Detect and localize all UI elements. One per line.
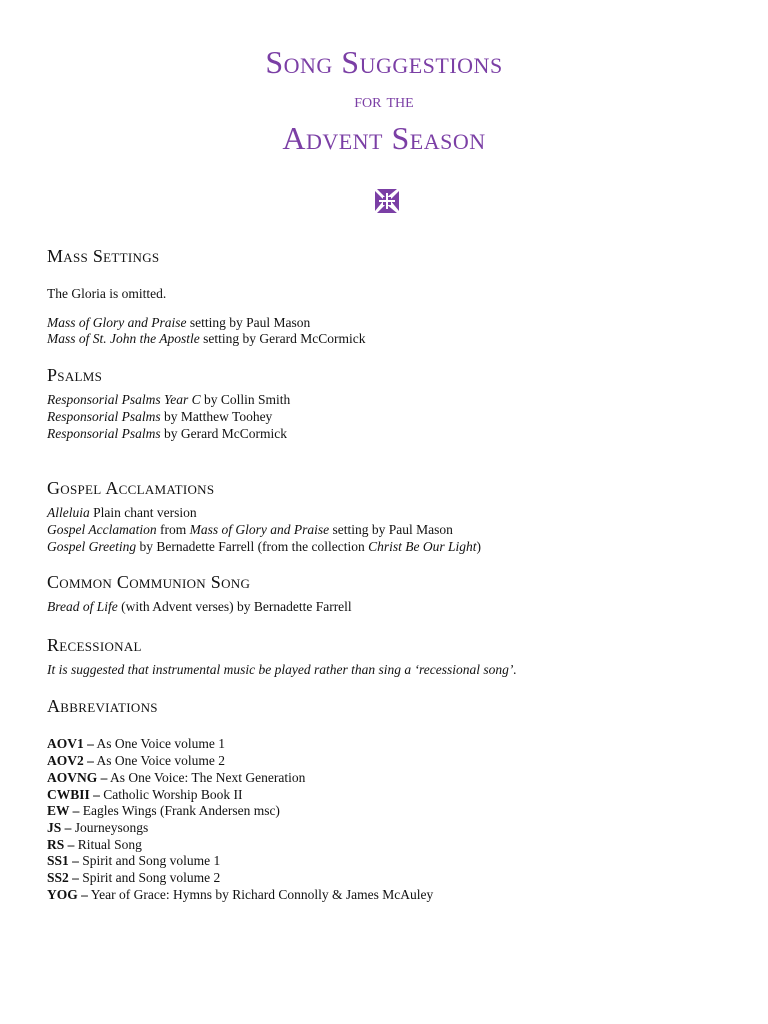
abbr-code: SS2 – [47,870,79,885]
heading-abbreviations: Abbreviations [47,696,158,716]
work-title: Bread of Life [47,599,118,614]
list-item [47,314,310,331]
heading-communion-song: Common Communion Song [47,572,251,592]
work-credit: ) [476,539,482,554]
work-title: Alleluia [47,505,90,520]
title-line-1: Song Suggestions [265,44,503,80]
cross-pattee-icon [373,187,401,215]
list-item [47,504,197,521]
work-title: Mass of St. John the Apostle [47,331,200,346]
abbr-desc: Eagles Wings (Frank Andersen msc) [79,803,280,818]
gloria-note: The Gloria is omitted. [47,286,167,301]
work-connector: from [156,522,190,537]
list-item [47,769,305,786]
abbr-desc: Ritual Song [74,837,142,852]
abbr-code: RS – [47,837,75,852]
list-item [47,598,352,615]
abbr-desc: Spirit and Song volume 2 [78,870,221,885]
list-item [47,852,220,869]
list-item [47,869,220,886]
list-item [47,391,290,408]
abbr-desc: Year of Grace: Hymns by Richard Connolly & James McAuley [87,887,434,902]
work-source-title: Mass of Glory and Praise [189,522,330,537]
title-line-3: Advent Season [282,120,486,156]
list-item [47,836,142,853]
work-credit: by Gerard McCormick [160,426,287,441]
work-credit: setting by Gerard McCormick [199,331,366,346]
list-item [47,330,365,347]
list-item [47,521,453,538]
work-credit: setting by Paul Mason [329,522,453,537]
abbr-desc: As One Voice volume 1 [93,736,225,751]
abbr-code: AOV1 – [47,736,94,751]
abbr-desc: As One Voice volume 2 [93,753,225,768]
list-item [47,735,225,752]
work-credit: (with Advent verses) by Bernadette Farrell [117,599,352,614]
title-line-2: for the [354,90,414,112]
work-title: Mass of Glory and Praise [47,315,187,330]
work-title: Responsorial Psalms Year C [47,392,201,407]
work-title: Responsorial Psalms [47,409,161,424]
list-item [47,786,243,803]
list-item [47,408,272,425]
abbr-code: EW – [47,803,80,818]
work-credit: Plain chant version [89,505,197,520]
list-item [47,802,280,819]
work-title: Gospel Acclamation [47,522,157,537]
heading-recessional: Recessional [47,635,142,655]
work-title: Gospel Greeting [47,539,137,554]
abbr-desc: Journeysongs [71,820,149,835]
list-item [47,538,481,555]
abbr-desc: Spirit and Song volume 1 [78,853,221,868]
heading-psalms: Psalms [47,365,103,385]
work-source-title: Christ Be Our Light [368,539,477,554]
list-item [47,425,287,442]
abbr-code: SS1 – [47,853,79,868]
list-item [47,886,433,903]
abbr-code: AOV2 – [47,753,94,768]
heading-mass-settings: Mass Settings [47,246,160,266]
abbr-code: JS – [47,820,72,835]
abbr-desc: As One Voice: The Next Generation [107,770,306,785]
work-credit: by Collin Smith [200,392,291,407]
work-connector: by Bernadette Farrell (from the collection [136,539,369,554]
abbr-code: YOG – [47,887,88,902]
work-credit: by Matthew Toohey [160,409,273,424]
abbr-code: AOVNG – [47,770,108,785]
list-item [47,752,225,769]
work-title: Responsorial Psalms [47,426,161,441]
work-credit: setting by Paul Mason [186,315,311,330]
recessional-note: It is suggested that instrumental music be played rather than sing a ‘recessional song’. [47,662,517,677]
abbr-code: CWBII – [47,787,100,802]
abbr-desc: Catholic Worship Book II [99,787,243,802]
heading-gospel-acclamations: Gospel Acclamations [47,478,215,498]
list-item [47,819,148,836]
